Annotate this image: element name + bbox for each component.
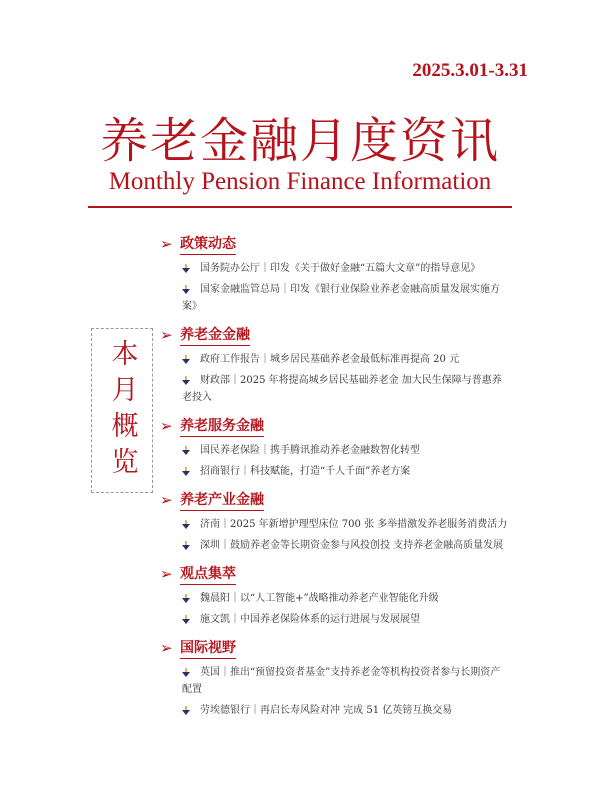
arrow-down-bullet-icon: [182, 520, 190, 529]
list-item[interactable]: [160, 260, 510, 277]
arrow-down-bullet-icon: [182, 285, 190, 294]
item-text: 招商银行｜科技赋能，打造“千人千面”养老方案: [200, 466, 411, 477]
arrow-down-bullet-icon: [182, 355, 190, 364]
section-header: [160, 636, 510, 660]
date-range: 2025.3.01-3.31: [412, 60, 528, 81]
title-english: Monthly Pension Finance Information: [108, 168, 492, 195]
section-title[interactable]: 养老服务金融: [180, 415, 264, 437]
section-header: [160, 232, 510, 256]
list-item[interactable]: [160, 537, 510, 554]
chevron-right-icon: ➢: [160, 417, 173, 435]
item-text: 深圳｜鼓励养老金等长期资金参与风投创投 支持养老金融高质量发展: [200, 540, 504, 551]
section: [160, 414, 510, 480]
chevron-right-icon: ➢: [160, 565, 173, 583]
section-title[interactable]: 政策动态: [180, 233, 236, 255]
item-text: 国家金融监管总局｜印发《银行业保险业养老金融高质量发展实施方案》: [182, 284, 500, 312]
section: [160, 488, 510, 554]
item-text: 国务院办公厅｜印发《关于做好金融“五篇大文章”的指导意见》: [200, 263, 481, 274]
section-title[interactable]: 养老产业金融: [180, 489, 264, 511]
section-title[interactable]: 养老金金融: [180, 324, 250, 346]
section-title[interactable]: 观点集萃: [180, 563, 236, 585]
arrow-down-bullet-icon: [182, 376, 190, 385]
arrow-down-bullet-icon: [182, 541, 190, 550]
chevron-right-icon: ➢: [160, 639, 173, 657]
title-chinese: 养老金融月度资讯: [99, 113, 500, 169]
arrow-down-bullet-icon: [182, 668, 190, 677]
title-divider: [88, 206, 512, 208]
list-item[interactable]: [160, 611, 510, 628]
chevron-right-icon: ➢: [160, 326, 173, 344]
list-item[interactable]: [160, 351, 510, 368]
arrow-down-bullet-icon: [182, 264, 190, 273]
list-item[interactable]: [160, 702, 510, 719]
list-item[interactable]: [160, 463, 510, 480]
arrow-down-bullet-icon: [182, 594, 190, 603]
section: [160, 323, 510, 406]
item-text: 施文凯｜中国养老保险体系的运行进展与发展展望: [200, 614, 420, 625]
item-text: 英国｜推出“预留投资者基金”支持养老金等机构投资者参与长期资产配置: [182, 667, 501, 695]
section-header: [160, 562, 510, 586]
section: [160, 562, 510, 628]
section-header: [160, 488, 510, 512]
list-item[interactable]: [160, 442, 510, 459]
sections-list: [160, 232, 510, 727]
arrow-down-bullet-icon: [182, 615, 190, 624]
item-text: 劳埃德银行｜再启长寿风险对冲 完成 51 亿英镑互换交易: [200, 705, 453, 716]
list-item[interactable]: [160, 281, 510, 315]
item-text: 政府工作报告｜城乡居民基础养老金最低标准再提高 20 元: [200, 354, 460, 365]
section-header: [160, 414, 510, 438]
list-item[interactable]: [160, 590, 510, 607]
arrow-down-bullet-icon: [182, 446, 190, 455]
section: [160, 636, 510, 719]
arrow-down-bullet-icon: [182, 467, 190, 476]
item-text: 魏晨阳｜以“人工智能+”战略推动养老产业智能化升级: [200, 593, 439, 604]
overview-box: [91, 328, 153, 493]
item-text: 济南｜2025 年新增护理型床位 700 张 多举措激发养老服务消费活力: [200, 519, 508, 530]
chevron-right-icon: ➢: [160, 235, 173, 253]
section: [160, 232, 510, 315]
section-header: [160, 323, 510, 347]
overview-label: 本月概览: [106, 338, 138, 483]
chevron-right-icon: ➢: [160, 491, 173, 509]
list-item[interactable]: [160, 516, 510, 533]
arrow-down-bullet-icon: [182, 706, 190, 715]
section-title[interactable]: 国际视野: [180, 637, 236, 659]
item-text: 财政部｜2025 年将提高城乡居民基础养老金 加大民生保障与普惠养老投入: [182, 375, 502, 403]
list-item[interactable]: [160, 372, 510, 406]
list-item[interactable]: [160, 664, 510, 698]
item-text: 国民养老保险｜携手腾讯推动养老金融数智化转型: [200, 445, 420, 456]
